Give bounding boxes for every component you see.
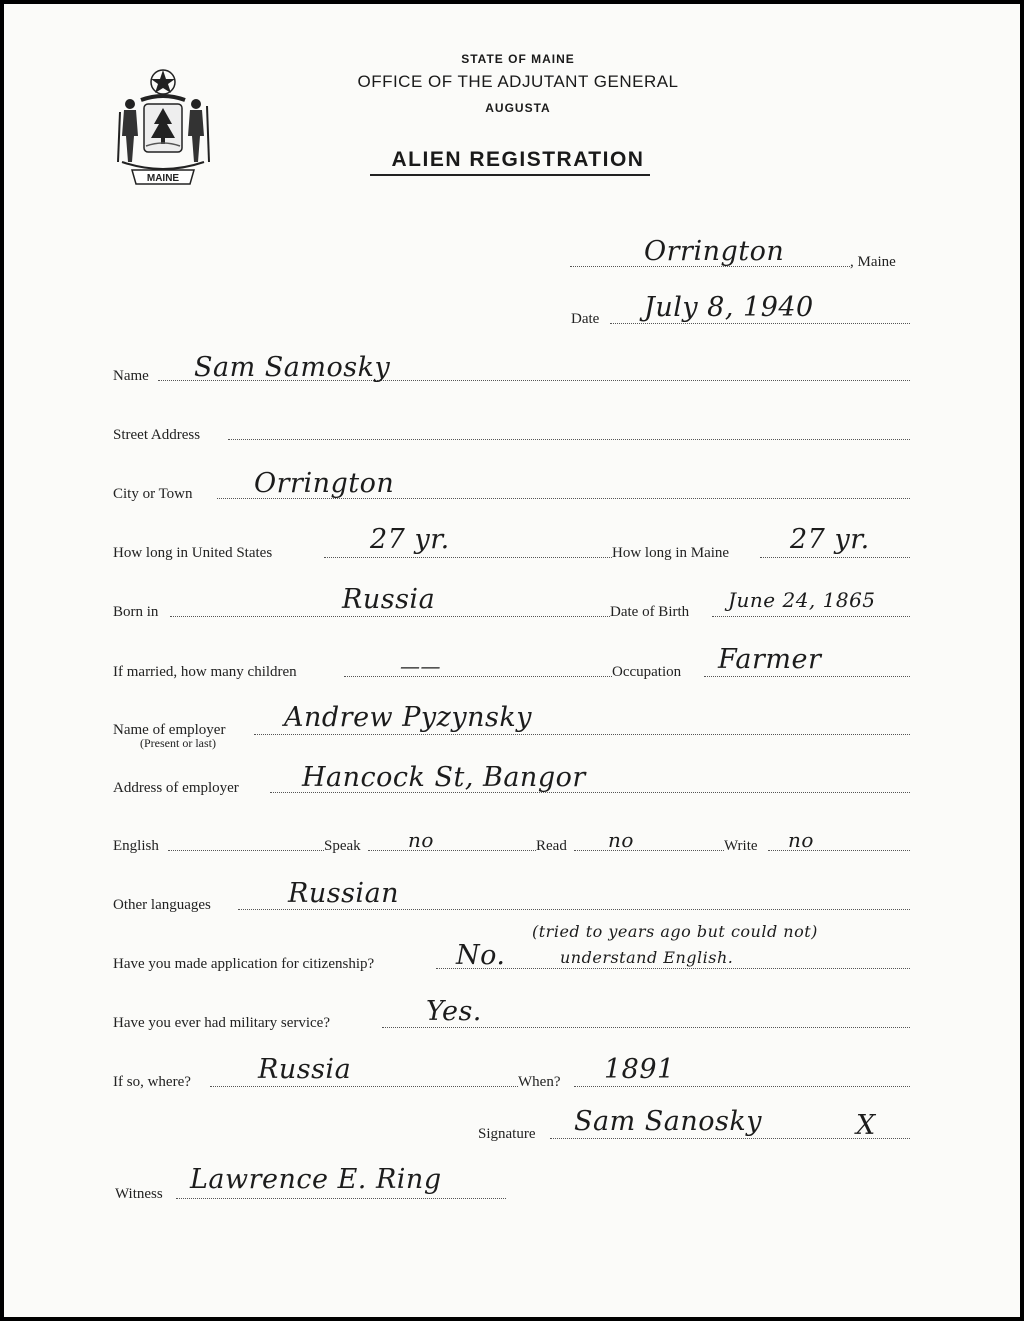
english-line — [168, 850, 324, 851]
witness-label: Witness — [115, 1186, 163, 1202]
city-town-label: City or Town — [113, 486, 193, 502]
citizenship-note-line-1: (tried to years ago but could not) — [532, 922, 818, 941]
occupation-line — [704, 676, 910, 677]
witness-line — [176, 1198, 506, 1199]
city-heading: AUGUSTA — [485, 101, 551, 115]
speak-label: Speak — [324, 838, 361, 854]
where-value: Russia — [258, 1054, 352, 1085]
town-value: Orrington — [644, 236, 785, 267]
how-long-us-line — [324, 557, 612, 558]
witness-value: Lawrence E. Ring — [190, 1164, 442, 1195]
city-town-value: Orrington — [254, 468, 395, 499]
children-label: If married, how many children — [113, 664, 297, 680]
write-value: no — [788, 828, 814, 852]
how-long-maine-line — [760, 557, 910, 558]
state-heading: STATE OF MAINE — [461, 52, 575, 66]
employer-label: Name of employer — [113, 722, 226, 738]
born-in-value: Russia — [342, 584, 436, 615]
signature-label: Signature — [478, 1126, 536, 1142]
date-value: July 8, 1940 — [644, 292, 814, 323]
speak-line — [368, 850, 536, 851]
how-long-us-label: How long in United States — [113, 545, 273, 561]
signature-value: Sam Sanosky — [574, 1106, 762, 1137]
employer-line — [254, 734, 910, 735]
signature-mark: X — [856, 1110, 876, 1141]
when-label: When? — [518, 1074, 561, 1090]
how-long-maine-label: How long in Maine — [612, 545, 730, 561]
children-value: —— — [400, 654, 441, 678]
citizenship-value: No. — [456, 940, 506, 971]
read-value: no — [608, 828, 634, 852]
occupation-label: Occupation — [612, 664, 682, 680]
where-line — [210, 1086, 518, 1087]
name-value: Sam Samosky — [194, 352, 391, 383]
name-label: Name — [113, 368, 149, 384]
speak-value: no — [408, 828, 434, 852]
occupation-value: Farmer — [718, 644, 822, 675]
born-in-label: Born in — [113, 604, 159, 620]
other-languages-value: Russian — [288, 878, 400, 909]
form-title: ALIEN REGISTRATION — [391, 148, 645, 171]
street-label: Street Address — [113, 427, 201, 443]
read-label: Read — [536, 838, 567, 854]
read-line — [574, 850, 724, 851]
how-long-maine-value: 27 yr. — [790, 524, 870, 555]
seal-label: MAINE — [146, 173, 180, 184]
military-line — [382, 1027, 910, 1028]
citizenship-line — [436, 968, 910, 969]
employer-address-value: Hancock St, Bangor — [302, 762, 586, 793]
date-line — [610, 323, 910, 324]
other-languages-line — [238, 909, 910, 910]
where-label: If so, where? — [113, 1074, 191, 1090]
employer-value: Andrew Pyzynsky — [284, 702, 533, 733]
when-line — [574, 1086, 910, 1087]
dob-value: June 24, 1865 — [728, 588, 876, 612]
how-long-us-value: 27 yr. — [370, 524, 450, 555]
date-label: Date — [571, 311, 600, 327]
maine-label: , Maine — [850, 254, 896, 270]
registration-form — [4, 4, 1020, 1317]
office-heading: OFFICE OF THE ADJUTANT GENERAL — [357, 72, 679, 91]
military-label: Have you ever had military service? — [113, 1015, 330, 1031]
english-label: English — [113, 838, 159, 854]
employer-address-label: Address of employer — [113, 780, 239, 796]
other-languages-label: Other languages — [113, 897, 211, 913]
title-underline — [370, 174, 650, 176]
employer-note: (Present or last) — [140, 736, 216, 750]
children-line — [344, 676, 612, 677]
citizenship-note-line-2: understand English. — [560, 948, 734, 967]
military-value: Yes. — [426, 996, 482, 1027]
when-value: 1891 — [604, 1054, 675, 1085]
dob-label: Date of Birth — [610, 604, 690, 620]
dob-line — [712, 616, 910, 617]
citizenship-label: Have you made application for citizenship? — [113, 956, 375, 972]
write-label: Write — [724, 838, 758, 854]
street-line — [228, 439, 910, 440]
born-in-line — [170, 616, 610, 617]
